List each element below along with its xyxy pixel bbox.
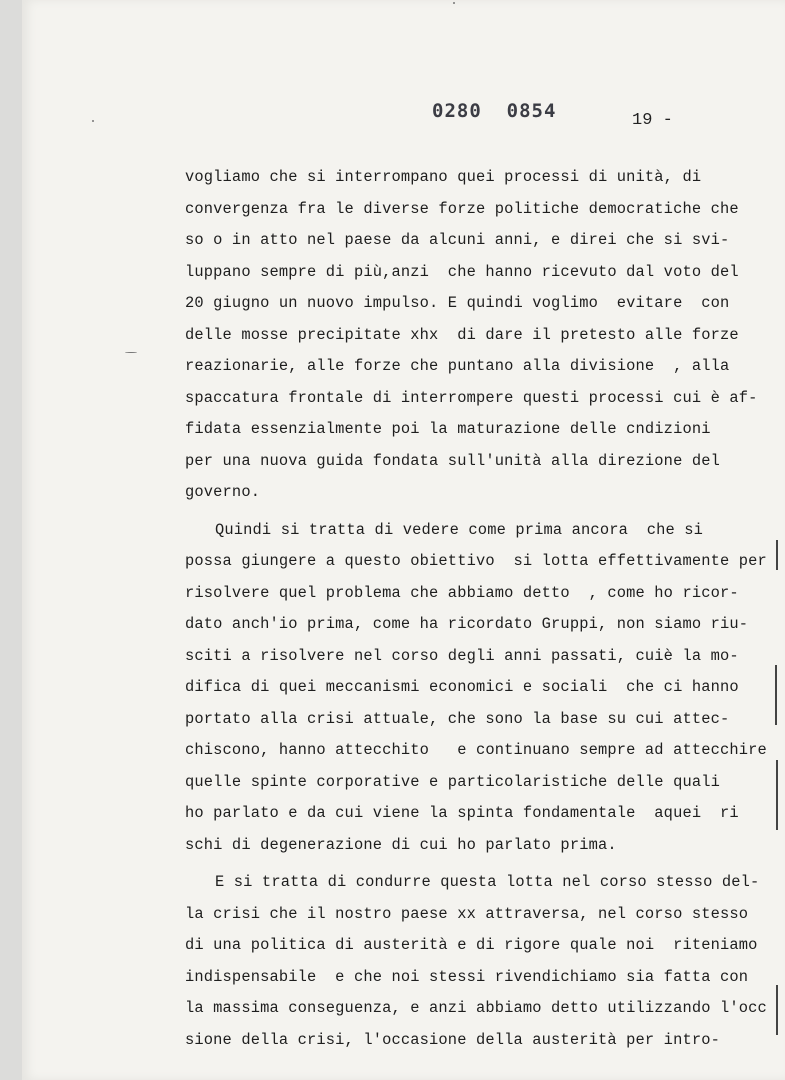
text-line: E si tratta di condurre questa lotta nel corso stesso del- <box>215 873 760 891</box>
text-line: risolvere quel problema che abbiamo detto , come ho ricor- <box>185 583 739 602</box>
text-line: Quindi si tratta di vedere come prima ancora che si <box>215 520 704 539</box>
text-line: possa giungere a questo obiettivo si lotta effettivamente per <box>185 552 767 570</box>
text-line: dato anch'io prima, come ha ricordato Gruppi, non siamo riu- <box>185 615 749 633</box>
archive-stamp: 0280 0854 <box>432 100 557 122</box>
text-line: spaccatura frontale di interrompere questi processi cui è af- <box>185 388 758 407</box>
paper-speck <box>453 2 455 4</box>
margin-mark <box>776 985 778 1035</box>
text-line: sciti a risolvere nel corso degli anni passati, cuiè la mo- <box>185 646 739 665</box>
text-line: luppano sempre di più,anzi che hanno ricevuto dal voto del <box>185 262 739 281</box>
margin-mark <box>776 760 778 830</box>
text-line: la massima conseguenza, e anzi abbiamo detto utilizzando l'occ <box>185 999 767 1017</box>
text-line: 20 giugno un nuovo impulso. E quindi voglimo evitare con <box>185 294 730 312</box>
text-line: governo. <box>185 483 261 501</box>
text-line: per una nuova guida fondata sull'unità alla direzione del <box>185 451 720 470</box>
text-line: vogliamo che si interrompano quei processi di unità, di <box>185 168 702 186</box>
margin-mark <box>776 540 778 570</box>
text-line: reazionarie, alle forze che puntano alla divisione , alla <box>185 357 730 375</box>
text-line: delle mosse precipitate xhx di dare il pretesto alle forze <box>185 325 739 344</box>
text-line: la crisi che il nostro paese xx attraversa, nel corso stesso <box>185 904 749 923</box>
text-line: quelle spinte corporative e particolaristiche delle quali <box>185 772 720 791</box>
text-line: ho parlato e da cui viene la spinta fondamentale aquei ri <box>185 804 739 822</box>
text-line: so o in atto nel paese da alcuni anni, e direi che si svi- <box>185 231 730 249</box>
text-line: schi di degenerazione di cui ho parlato prima. <box>185 835 617 854</box>
text-line: sione della crisi, l'occasione della austerità per intro- <box>185 1030 720 1049</box>
text-line: portato alla crisi attuale, che sono la base su cui attec- <box>185 709 730 728</box>
text-line: difica di quei meccanismi economici e sociali che ci hanno <box>185 678 739 696</box>
paper-speck <box>92 120 94 122</box>
text-line: chiscono, hanno attecchito e continuano sempre ad attecchire <box>185 741 767 759</box>
paper-speck <box>125 352 137 353</box>
text-line: convergenza fra le diverse forze politiche democratiche che <box>185 199 739 218</box>
page-number: 19 - <box>632 111 673 130</box>
text-line: indispensabile e che noi stessi rivendichiamo sia fatta con <box>185 967 749 986</box>
text-line: di una politica di austerità e di rigore quale noi riteniamo <box>185 936 758 954</box>
margin-mark <box>775 665 777 725</box>
text-line: fidata essenzialmente poi la maturazione delle cndizioni <box>185 420 711 438</box>
